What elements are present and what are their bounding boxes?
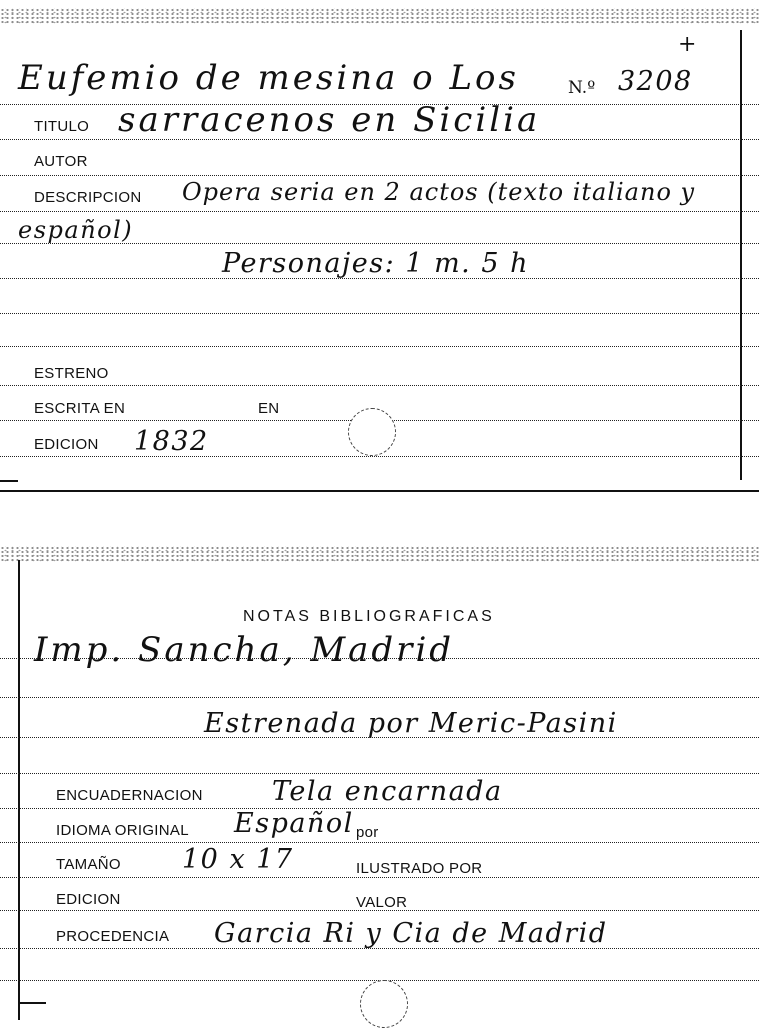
handwritten-note-line2: Estrenada por Meric-Pasini bbox=[204, 708, 618, 739]
label-idioma-original: IDIOMA ORIGINAL bbox=[56, 822, 189, 839]
punch-hole bbox=[360, 980, 408, 1028]
label-tamano: TAMAÑO bbox=[56, 856, 121, 873]
punch-hole bbox=[348, 408, 396, 456]
label-estreno: ESTRENO bbox=[34, 365, 109, 382]
handwritten-procedencia: Garcia Ri y Cia de Madrid bbox=[214, 918, 608, 949]
label-autor: AUTOR bbox=[34, 153, 88, 170]
rule-line bbox=[0, 385, 759, 386]
handwritten-characters: Personajes: 1 m. 5 h bbox=[222, 248, 530, 279]
card-corner-mark bbox=[18, 1002, 46, 1004]
rule-line bbox=[0, 808, 759, 809]
label-edicion: EDICION bbox=[34, 436, 99, 453]
handwritten-description-line2: español) bbox=[18, 216, 134, 244]
label-edicion: EDICION bbox=[56, 891, 121, 908]
label-valor: VALOR bbox=[356, 894, 408, 911]
card-top-edge-texture bbox=[0, 546, 759, 562]
label-descripcion: DESCRIPCION bbox=[34, 189, 142, 206]
handwritten-tamano: 10 x 17 bbox=[182, 844, 294, 875]
card-bottom-border bbox=[0, 490, 759, 492]
label-titulo: TITULO bbox=[34, 118, 90, 135]
label-por: por bbox=[356, 824, 379, 841]
label-procedencia: PROCEDENCIA bbox=[56, 928, 170, 945]
handwritten-encuadernacion: Tela encarnada bbox=[272, 776, 503, 807]
handwritten-idioma: Español bbox=[234, 808, 354, 839]
rule-line bbox=[0, 456, 759, 457]
handwritten-edition-year: 1832 bbox=[134, 426, 209, 457]
card-corner-mark bbox=[0, 480, 18, 482]
handwritten-number: 3208 bbox=[618, 66, 693, 97]
rule-line bbox=[0, 877, 759, 878]
rule-line bbox=[0, 773, 759, 774]
label-en: EN bbox=[258, 400, 280, 417]
rule-line bbox=[0, 697, 759, 698]
handwritten-description-line1: Opera seria en 2 actos (texto italiano y bbox=[182, 178, 696, 206]
rule-line bbox=[0, 175, 759, 176]
label-escrita-en: ESCRITA EN bbox=[34, 400, 126, 417]
handwritten-title-line2: sarracenos en Sicilia bbox=[118, 100, 541, 140]
rule-line bbox=[0, 346, 759, 347]
catalog-card-back bbox=[0, 540, 759, 1028]
plus-mark: + bbox=[678, 32, 697, 57]
card-left-border bbox=[18, 560, 20, 1020]
handwritten-note-line1: Imp. Sancha, Madrid bbox=[34, 630, 455, 670]
card-right-border bbox=[740, 30, 742, 480]
handwritten-title-line1: Eufemio de mesina o Los bbox=[18, 58, 519, 98]
catalog-card-front bbox=[0, 0, 759, 495]
card-top-edge-texture bbox=[0, 8, 759, 24]
number-prefix: N.º bbox=[568, 78, 596, 98]
rule-line bbox=[0, 211, 759, 212]
label-ilustrado-por: ILUSTRADO POR bbox=[356, 860, 483, 877]
rule-line bbox=[0, 313, 759, 314]
notes-heading: NOTAS BIBLIOGRAFICAS bbox=[243, 608, 495, 625]
label-encuadernacion: ENCUADERNACION bbox=[56, 787, 203, 804]
rule-line bbox=[0, 842, 759, 843]
